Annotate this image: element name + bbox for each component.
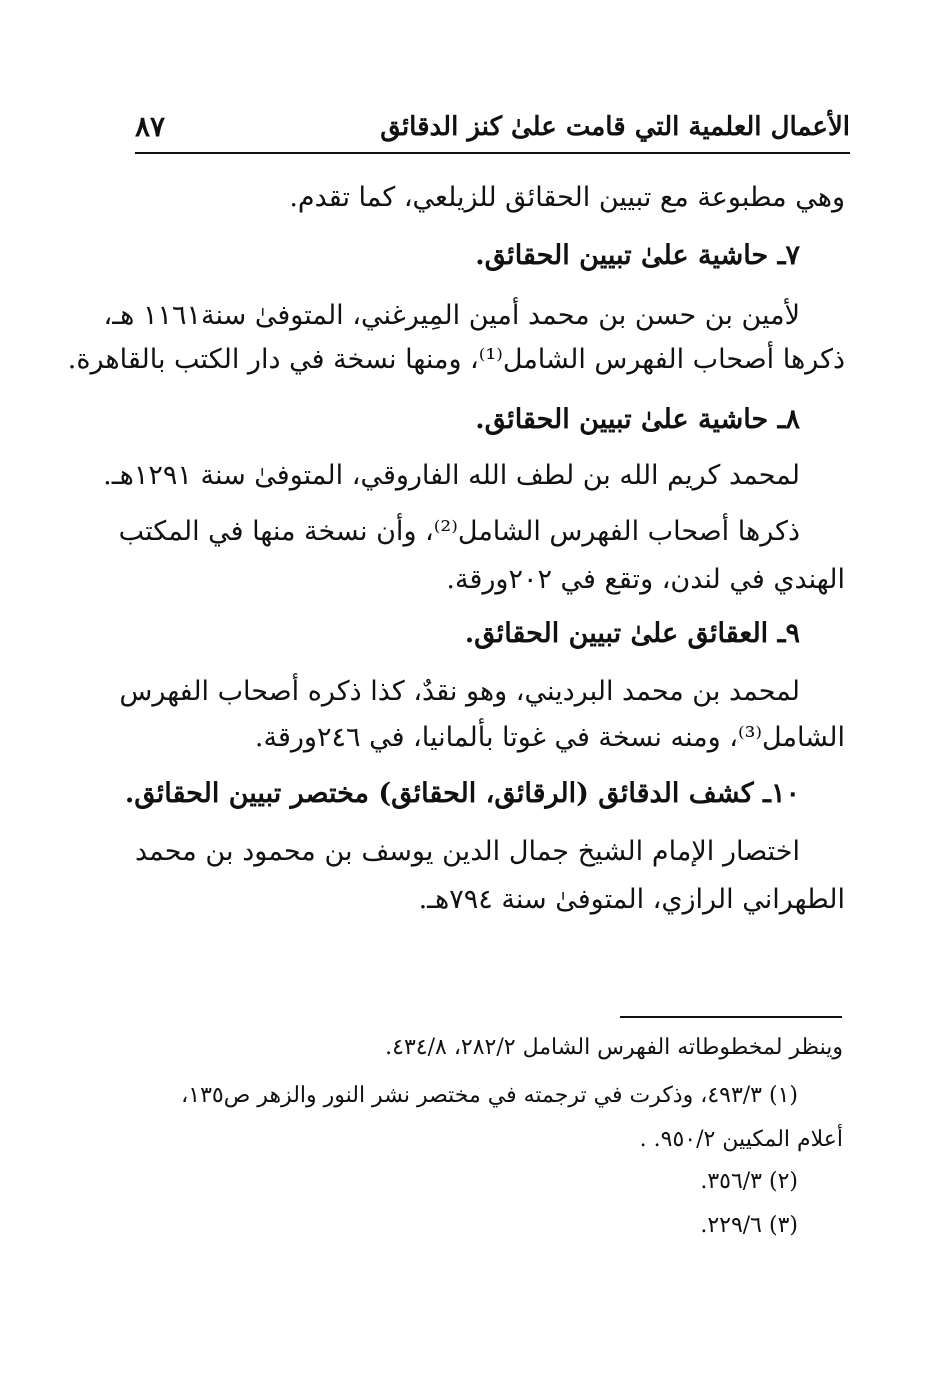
body-line: لأمين بن حسن بن محمد أمين المِيرغني، المتوفىٰ سنة١١٦١ هـ، (103, 300, 800, 331)
footnote-1-continued: أعلام المكيين ٩٥٠/٢. . (639, 1127, 843, 1152)
page-number: ٨٧ (135, 110, 166, 143)
section-heading-10: ١٠ـ كشف الدقائق (الرقائق، الحقائق) مختصر تبيين الحقائق. (124, 778, 800, 809)
section-heading-9: ٩ـ العقائق علىٰ تبيين الحقائق. (464, 618, 800, 649)
section-heading-8: ٨ـ حاشية علىٰ تبيين الحقائق. (475, 404, 800, 435)
body-line: وهي مطبوعة مع تبيين الحقائق للزيلعي، كما تقدم. (289, 182, 845, 213)
footnote-separator (620, 1016, 842, 1018)
footnote-2: (٢) ٣٥٦/٣. (700, 1169, 798, 1194)
footnote-3: (٣) ٢٢٩/٦. (700, 1213, 798, 1238)
body-line: اختصار الإمام الشيخ جمال الدين يوسف بن محمود بن محمد (135, 836, 800, 867)
running-header (135, 100, 850, 154)
footnote-1: (١) ٤٩٣/٣، وذكرت في ترجمته في مختصر نشر النور والزهر ص١٣٥، (181, 1083, 798, 1108)
running-title: الأعمال العلمية التي قامت علىٰ كنز الدقائق (380, 112, 850, 142)
footnote-intro: وينظر لمخطوطاته الفهرس الشامل ٢٨٢/٢، ٤٣٤/٨. (385, 1035, 843, 1060)
body-line: الطهراني الرازي، المتوفىٰ سنة ٧٩٤هـ. (418, 884, 845, 915)
body-line: ذكرها أصحاب الفهرس الشامل⁽²⁾، وأن نسخة منها في المكتب (118, 516, 800, 547)
body-line: الشامل⁽³⁾، ومنه نسخة في غوتا بألمانيا، في ٢٤٦ورقة. (254, 722, 845, 753)
body-line: لمحمد بن محمد البرديني، وهو نقدٌ، كذا ذكره أصحاب الفهرس (119, 676, 800, 707)
body-line: الهندي في لندن، وتقع في ٢٠٢ورقة. (446, 564, 845, 595)
body-line: لمحمد كريم الله بن لطف الله الفاروقي، المتوفىٰ سنة ١٢٩١هـ. (103, 460, 800, 491)
section-heading-7: ٧ـ حاشية علىٰ تبيين الحقائق. (475, 240, 800, 271)
body-line: ذكرها أصحاب الفهرس الشامل⁽¹⁾، ومنها نسخة في دار الكتب بالقاهرة. (67, 344, 845, 375)
